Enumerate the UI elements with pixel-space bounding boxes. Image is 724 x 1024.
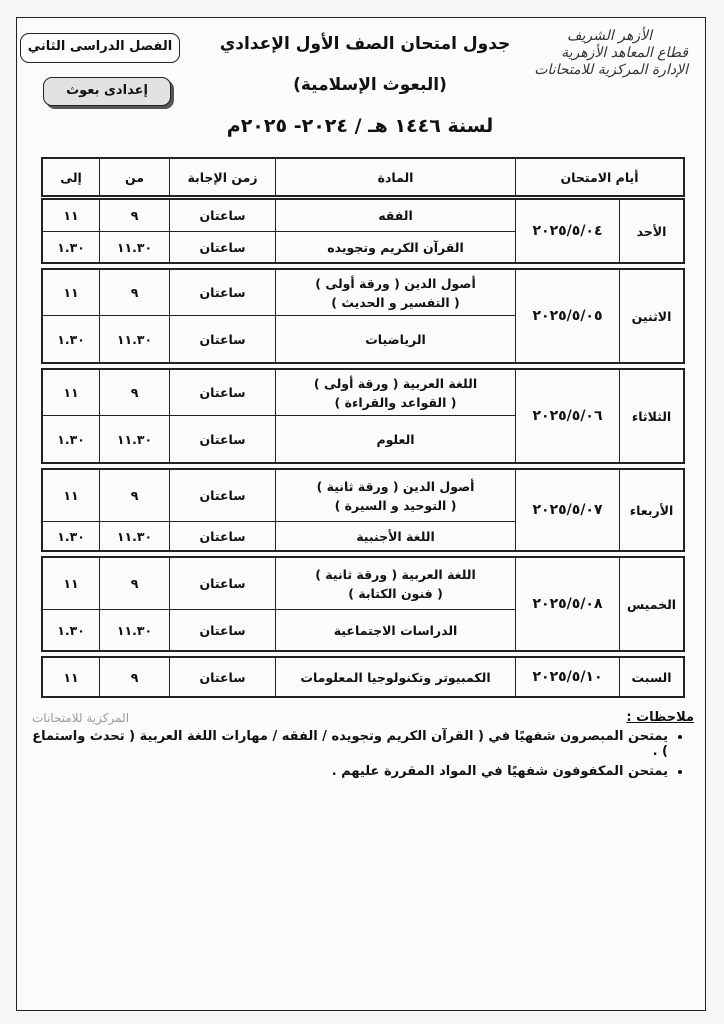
from-cell: ١١.٣٠ bbox=[116, 239, 153, 255]
to-cell: ١١ bbox=[43, 558, 99, 610]
page-subtitle: (البعوث الإسلامية) bbox=[293, 75, 447, 95]
day-cell: الخميس bbox=[619, 558, 683, 650]
notes-heading: ملاحظات : bbox=[626, 710, 694, 725]
logo-line-3: الإدارة المركزية للامتحانات bbox=[534, 62, 688, 78]
subject-cell: الرياضيات bbox=[365, 331, 426, 347]
subject-line: اللغة العربية ( ورقة ثانية ) bbox=[315, 566, 476, 582]
day-cell: الاثنين bbox=[619, 270, 683, 362]
header-from: من bbox=[99, 159, 169, 195]
notes-section bbox=[30, 710, 694, 784]
duration-cell: ساعتان bbox=[170, 200, 275, 232]
to-cell: ١.٣٠ bbox=[57, 528, 85, 544]
from-cell: ١١.٣٠ bbox=[116, 331, 153, 347]
from-cell: ٩ bbox=[100, 200, 169, 232]
subject-line: ( التفسير و الحديث ) bbox=[331, 294, 460, 310]
date-cell: ٢٠٢٥/٥/٠٦ bbox=[515, 370, 619, 462]
from-cell: ٩ bbox=[100, 470, 169, 522]
header-to: إلى bbox=[60, 169, 82, 185]
subject-line: ( فنون الكتابة ) bbox=[348, 585, 443, 601]
subject-cell: اللغة الأجنبية bbox=[356, 528, 435, 544]
term-box: الفصل الدراسى الثاني bbox=[20, 33, 180, 63]
duration-cell: ساعتان bbox=[199, 431, 246, 447]
from-cell: ٩ bbox=[100, 270, 169, 316]
day-cell: الأربعاء bbox=[619, 470, 683, 550]
subject-cell: القرآن الكريم وتجويده bbox=[327, 239, 464, 255]
subject-cell bbox=[276, 270, 515, 316]
to-cell: ١.٣٠ bbox=[57, 239, 85, 255]
date-cell: ٢٠٢٥/٥/٠٤ bbox=[515, 200, 619, 262]
date-cell: ٢٠٢٥/٥/٠٥ bbox=[515, 270, 619, 362]
duration-cell: ساعتان bbox=[169, 658, 275, 696]
subject-cell: الكمبيوتر وتكنولوجيا المعلومات bbox=[275, 658, 515, 696]
duration-cell: ساعتان bbox=[170, 270, 275, 316]
to-cell: ١١ bbox=[43, 270, 99, 316]
to-cell: ١١ bbox=[43, 370, 99, 416]
date-cell: ٢٠٢٥/٥/٠٧ bbox=[515, 470, 619, 550]
subject-line: أصول الدين ( ورقة ثانية ) bbox=[316, 478, 475, 494]
to-cell: ١١ bbox=[43, 200, 99, 232]
duration-cell: ساعتان bbox=[199, 239, 246, 255]
to-cell: ١.٣٠ bbox=[57, 622, 85, 638]
subject-line: ( القواعد والقراءة ) bbox=[334, 394, 457, 410]
azhar-logo bbox=[518, 28, 688, 79]
header-days: أيام الامتحان bbox=[515, 159, 683, 195]
subject-cell: العلوم bbox=[376, 431, 415, 447]
subject-cell bbox=[276, 470, 515, 522]
from-cell: ١١.٣٠ bbox=[116, 622, 153, 638]
to-cell: ١١ bbox=[63, 669, 79, 685]
date-cell: ٢٠٢٥/٥/٠٨ bbox=[515, 558, 619, 650]
subject-line: أصول الدين ( ورقة أولى ) bbox=[315, 275, 476, 291]
header-subject: المادة bbox=[275, 159, 515, 195]
day-cell: السبت bbox=[619, 658, 683, 696]
office-stamp: المركزية للامتحانات bbox=[32, 711, 130, 725]
subject-cell bbox=[276, 370, 515, 416]
from-cell: ٩ bbox=[100, 370, 169, 416]
level-box: إعدادى بعوث bbox=[43, 77, 171, 106]
from-cell: ٩ bbox=[100, 558, 169, 610]
subject-cell: الفقه bbox=[276, 200, 515, 232]
table-row bbox=[41, 368, 685, 464]
from-cell: ١١.٣٠ bbox=[116, 431, 153, 447]
table-row bbox=[41, 268, 685, 364]
duration-cell: ساعتان bbox=[199, 622, 246, 638]
subject-cell: الدراسات الاجتماعية bbox=[333, 622, 458, 638]
to-cell: ١١ bbox=[43, 470, 99, 522]
table-row bbox=[41, 468, 685, 552]
table-header-row bbox=[41, 157, 685, 197]
table-row bbox=[41, 198, 685, 264]
subject-line: اللغة العربية ( ورقة أولى ) bbox=[313, 375, 478, 391]
date-cell: ٢٠٢٥/٥/١٠ bbox=[515, 658, 619, 696]
note-item: • يمتحن المبصرون شفهيًا في ( القرآن الكريم وتجويده / الفقه / مهارات اللغة العربية ( تحدث واستماع ) . bbox=[30, 729, 668, 759]
to-cell: ١.٣٠ bbox=[57, 431, 85, 447]
subject-cell bbox=[276, 558, 515, 610]
logo-line-1: الأزهر الشريف bbox=[567, 28, 652, 44]
from-cell: ٩ bbox=[99, 658, 169, 696]
duration-cell: ساعتان bbox=[170, 558, 275, 610]
duration-cell: ساعتان bbox=[199, 528, 246, 544]
header-duration: زمن الإجابة bbox=[169, 159, 275, 195]
duration-cell: ساعتان bbox=[199, 331, 246, 347]
table-row bbox=[41, 656, 685, 698]
logo-line-2: قطاع المعاهد الأزهرية bbox=[561, 45, 688, 61]
table-row bbox=[41, 556, 685, 652]
subject-line: ( التوحيد و السيرة ) bbox=[334, 497, 457, 513]
academic-year: لسنة ١٤٤٦ هـ / ٢٠٢٤- ٢٠٢٥م bbox=[226, 115, 494, 137]
from-cell: ١١.٣٠ bbox=[116, 528, 153, 544]
to-cell: ١.٣٠ bbox=[57, 331, 85, 347]
duration-cell: ساعتان bbox=[170, 370, 275, 416]
duration-cell: ساعتان bbox=[170, 470, 275, 522]
day-cell: الثلاثاء bbox=[619, 370, 683, 462]
note-item: • يمتحن المكفوفون شفهيًا في المواد المقررة عليهم . bbox=[30, 764, 668, 779]
day-cell: الأحد bbox=[619, 200, 683, 262]
page-title: جدول امتحان الصف الأول الإعدادي bbox=[219, 34, 511, 54]
